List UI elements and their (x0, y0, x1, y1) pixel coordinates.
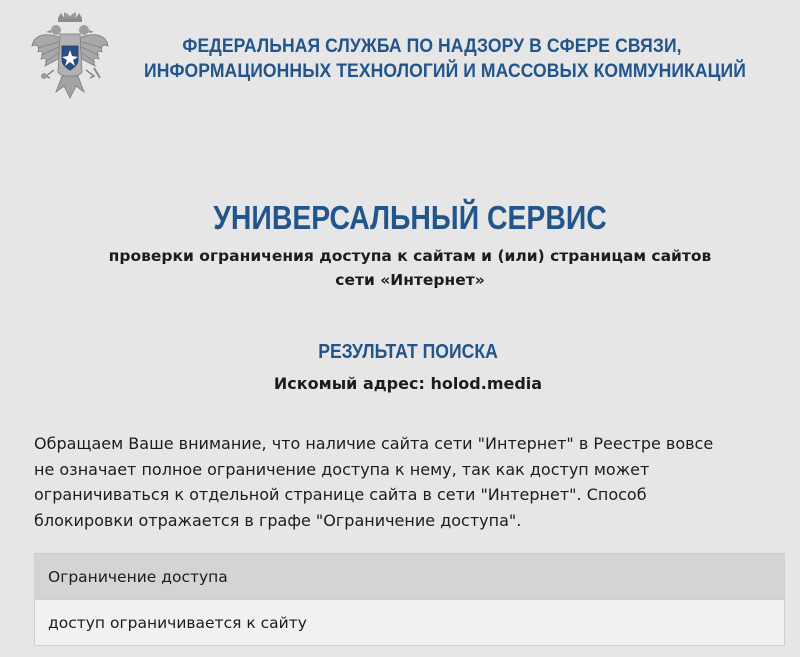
service-subtitle (0, 244, 800, 292)
notice-line-3: ограничиваться к отдельной странице сайта в сети "Интернет". Способ (34, 485, 647, 504)
notice-paragraph (34, 431, 784, 533)
agency-title-line-1: ФЕДЕРАЛЬНАЯ СЛУЖБА ПО НАДЗОРУ В СФЕРЕ СВЯЗИ, (182, 35, 682, 57)
double-headed-eagle-emblem-icon (28, 12, 112, 104)
result-title: РЕЗУЛЬТАТ ПОИСКА (318, 341, 498, 363)
agency-title-line-2: ИНФОРМАЦИОННЫХ ТЕХНОЛОГИЙ И МАССОВЫХ КОММУНИКАЦИЙ (144, 60, 746, 82)
table-row (35, 600, 784, 645)
agency-title (144, 34, 746, 84)
table-header-access-restriction: Ограничение доступа (48, 567, 228, 586)
notice-line-2: не означает полное ограничение доступа к нему, так как доступ может (34, 459, 650, 479)
table-header-row (35, 554, 784, 600)
table-cell-access-restriction: доступ ограничивается к сайту (48, 613, 307, 632)
search-address: Искомый адрес: holod.media (273, 374, 543, 393)
notice-line-4: блокировки отражается в графе "Ограничение доступа". (34, 510, 522, 530)
service-subtitle-line-2: сети «Интернет» (335, 271, 485, 289)
service-subtitle-line-1: проверки ограничения доступа к сайтам и (или) страницам сайтов (108, 247, 712, 265)
result-table (34, 553, 785, 646)
notice-line-1: Обращаем Ваше внимание, что наличие сайта сети "Интернет" в Реестре вовсе (34, 434, 714, 453)
page-header (0, 0, 800, 112)
service-title: УНИВЕРСАЛЬНЫЙ СЕРВИС (213, 199, 607, 236)
